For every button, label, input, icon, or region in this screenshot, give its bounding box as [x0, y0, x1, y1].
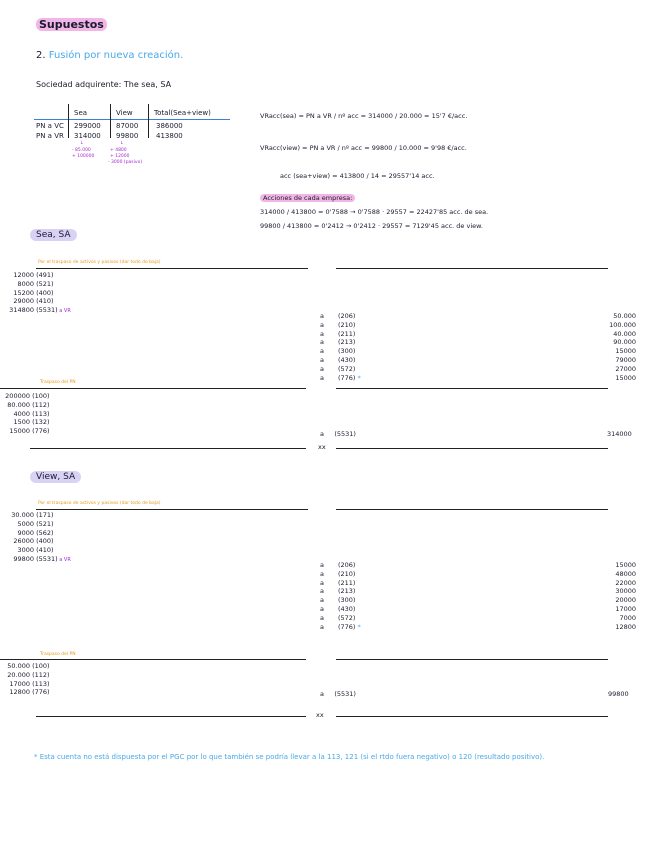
sea-pn-amount: 1500	[13, 418, 30, 427]
sea-credit-amount: 90.000	[613, 338, 636, 347]
view-pn-row	[4, 688, 50, 697]
view-pn-debits	[4, 662, 50, 697]
view-pn-row	[4, 680, 50, 689]
view-note: - 3000 (pasivo)	[108, 160, 143, 165]
table-row-label: PN a VR	[36, 132, 64, 140]
view-credit-account: (776)	[337, 622, 356, 631]
table-cell: 87000	[116, 122, 139, 130]
sea-end-rule-right	[336, 448, 608, 449]
sea-debit-account: (400)	[34, 288, 54, 297]
view-credit-a: a	[320, 561, 324, 569]
sea-pn-amount: 200000	[5, 392, 30, 400]
sea-credit-row	[320, 312, 361, 321]
table-header-total: Total(Sea+view)	[154, 109, 211, 117]
view-credit-account: (213)	[337, 587, 356, 596]
view-debit-amount: 30.000	[11, 511, 34, 519]
view-debit-amount: 99800	[13, 554, 34, 563]
sea-credit-amounts	[560, 312, 636, 382]
sea-rule-right	[336, 268, 608, 269]
sea-title: Sea, SA	[30, 229, 77, 241]
sea-note: - 85.000	[72, 148, 91, 153]
table-header-view: View	[116, 109, 133, 117]
view-credit-row	[320, 561, 361, 570]
view-credit-a: a	[320, 596, 324, 605]
view-credit-a: a	[320, 578, 324, 587]
acciones-sea: 314000 / 413800 = 0'7588 → 0'7588 · 29557 = 22427'85 acc. de sea.	[260, 208, 489, 216]
view-pn-row	[4, 671, 50, 680]
view-pn-row	[4, 662, 50, 671]
view-credit-account: (210)	[337, 569, 356, 578]
view-pn-credit-a: a (5531)	[320, 690, 356, 698]
view-debit-account: (5531)	[34, 554, 58, 563]
sea-debit-amount: 29000	[13, 297, 34, 306]
sea-debit-row	[8, 280, 71, 289]
asterisk-icon: *	[355, 622, 361, 631]
table-divider-2	[110, 104, 111, 138]
view-credit-amount: 30000	[615, 587, 636, 596]
sea-credit-amount: 15000	[615, 347, 636, 356]
table-cell: 299000	[74, 122, 101, 130]
sea-credit-a: a	[320, 338, 324, 347]
sea-credit-account: (776)	[337, 373, 356, 382]
view-credit-a: a	[320, 613, 324, 622]
exercise-number: 2.	[36, 50, 46, 61]
view-debit-account: (521)	[34, 519, 54, 528]
sea-debit-account: (5531)	[34, 306, 58, 315]
view-credit-row	[320, 587, 361, 596]
sea-credit-account: (211)	[337, 329, 356, 338]
view-credit-a: a	[320, 569, 324, 578]
sea-pn-account: (132)	[30, 418, 50, 427]
sea-pn-debits	[4, 392, 50, 436]
sea-debit-account: (410)	[34, 297, 54, 306]
sea-debit-amount: 12000	[13, 271, 34, 279]
view-pn-account: (776)	[30, 688, 50, 697]
sea-credit-row	[320, 356, 361, 365]
view-section2-label: Traspaso del PN	[40, 652, 76, 657]
sea-credit-account: (210)	[337, 320, 356, 329]
view-credit-account: (206)	[337, 561, 356, 569]
view-credit-row	[320, 614, 361, 623]
sea-credit-amount: 100.000	[609, 320, 636, 329]
sea-pn-row	[4, 401, 50, 410]
view-end-rule-right	[336, 716, 608, 717]
sea-end-mark: xx	[318, 443, 326, 451]
sea-credit-amount: 50.000	[613, 312, 636, 320]
sea-pn-credit-amount: 314000	[607, 430, 632, 438]
view-title-wrap	[30, 472, 81, 482]
view-debit-amount: 3000	[17, 546, 34, 555]
view-credit-row	[320, 605, 361, 614]
sea-credit-account: (572)	[337, 364, 356, 373]
view-credit-row	[320, 596, 361, 605]
view-pn-amount: 50.000	[7, 662, 30, 670]
table-divider-1	[68, 104, 69, 138]
company-line: Sociedad adquirente: The sea, SA	[36, 80, 172, 89]
view-pn-amount: 12800	[9, 688, 30, 697]
arrow-down-icon: ↓	[120, 141, 124, 146]
sea-credit-row	[320, 321, 361, 330]
sea-pn-amount: 4000	[13, 409, 30, 418]
sea-credit-row	[320, 347, 361, 356]
view-credit-account: (300)	[337, 596, 356, 605]
view-pn-account: (100)	[30, 662, 50, 670]
sea-pn-row	[4, 427, 50, 436]
view-credit-amount: 20000	[615, 596, 636, 605]
sea-credit-a: a	[320, 373, 324, 382]
view-credit-account: (430)	[337, 604, 356, 613]
view-credit-amount: 22000	[615, 578, 636, 587]
sea-pn-credit-account: (5531)	[334, 430, 356, 438]
view-pn-amount: 20.000	[7, 670, 30, 679]
sea-credit-account: (206)	[337, 312, 356, 320]
sea-pn-account: (100)	[30, 392, 50, 400]
table-header-sea: Sea	[74, 109, 88, 117]
view-title: View, SA	[30, 471, 81, 483]
sea-credit-a: a	[320, 320, 324, 329]
sea-credit-a: a	[320, 364, 324, 373]
view-debit-row	[8, 537, 71, 546]
view-credit-amount: 48000	[615, 569, 636, 578]
view-end-rule-left	[36, 716, 306, 717]
footnote: * Esta cuenta no está dispuesta por el PGC por lo que también se podría llevar a la 113, 121 (si el rtdo fuera negativo) o 120 (resultado positivo).	[34, 753, 545, 761]
view-debit-account: (400)	[34, 537, 54, 546]
view-debit-row	[8, 529, 71, 538]
sea-note: + 100000	[72, 154, 95, 159]
sea-debit-row	[8, 289, 71, 298]
sea-debit-amount: 8000	[17, 279, 34, 288]
sea-pn-account: (112)	[30, 400, 50, 409]
view-credits	[320, 561, 361, 631]
sea-credit-account: (300)	[337, 347, 356, 356]
arrow-down-icon: ↓	[80, 141, 84, 146]
view-debit-account: (171)	[34, 511, 54, 519]
view-note: + 4800	[110, 148, 127, 153]
view-credit-row	[320, 623, 361, 632]
table-row-label: PN a VC	[36, 122, 64, 130]
sea-pn-row	[4, 418, 50, 427]
view-debit-amount: 5000	[17, 519, 34, 528]
view-debit-amount: 26000	[13, 537, 34, 546]
sea-credit-a: a	[320, 347, 324, 356]
view-credit-a: a	[320, 604, 324, 613]
sea-end-rule-left	[30, 448, 306, 449]
view-credit-amounts	[560, 561, 636, 631]
sea-debit-amount: 314800	[9, 306, 34, 315]
sea-credit-a: a	[320, 312, 324, 320]
view-debit-account: (562)	[34, 528, 54, 537]
sea-credit-amount: 40.000	[613, 329, 636, 338]
formula-vr-sea: VRacc(sea) = PN a VR / nº acc = 314000 / 20.000 = 15'7 €/acc.	[260, 112, 468, 120]
exercise-title: Fusión por nueva creación.	[48, 50, 184, 61]
view-credit-row	[320, 570, 361, 579]
view-credit-a: a	[320, 587, 324, 596]
formula-vr-view: VRacc(view) = PN a VR / nº acc = 99800 / 10.000 = 9'98 €/acc.	[260, 144, 467, 152]
view-section1-label: Por el traspaso de activos y pasivos (dar todo de baja)	[38, 501, 161, 506]
asterisk-icon: *	[355, 373, 361, 382]
sea-section2-label: Traspaso del PN	[40, 380, 76, 385]
table-cell: 99800	[116, 132, 139, 140]
view-credit-amount: 7000	[619, 613, 636, 622]
exercise-heading	[36, 50, 183, 61]
sea-credit-row	[320, 374, 361, 383]
formula-acc-total: acc (sea+view) = 413800 / 14 = 29557'14 acc.	[280, 172, 435, 180]
sea-debit-account: (521)	[34, 279, 54, 288]
acciones-title: Acciones de cada empresa:	[260, 194, 355, 202]
sea-credit-account: (213)	[337, 338, 356, 347]
view-rule-right	[336, 509, 608, 510]
view-credit-amount: 17000	[615, 604, 636, 613]
sea-pn-amount: 80.000	[7, 400, 30, 409]
view-debits	[8, 511, 71, 565]
sea-rule-left	[36, 268, 308, 269]
sea-credit-amount: 27000	[615, 364, 636, 373]
header-title: Supuestos	[36, 18, 107, 31]
table-cell: 413800	[156, 132, 183, 140]
view-pn-amount: 17000	[9, 679, 30, 688]
sea-debit-note: a VR	[57, 308, 71, 315]
sea-credits	[320, 312, 361, 382]
view-debit-row	[8, 511, 71, 520]
sea-credit-amount: 79000	[615, 355, 636, 364]
sea-title-wrap	[30, 230, 77, 240]
view-credit-amount: 15000	[615, 561, 636, 569]
table-cell: 386000	[156, 122, 183, 130]
sea-credit-row	[320, 338, 361, 347]
sea-debits	[8, 271, 71, 316]
sea-pn-account: (776)	[30, 427, 50, 436]
view-credit-a: a	[320, 622, 324, 631]
view-credit-amount: 12800	[615, 622, 636, 631]
sea-credit-a: a	[320, 329, 324, 338]
view-debit-row	[8, 546, 71, 555]
sea-credit-row	[320, 330, 361, 339]
view-pn-rule-right	[336, 659, 608, 660]
sea-section1-label: Por el traspaso de activos y pasivos (dar todo de baja)	[38, 260, 161, 265]
sea-pn-rule-left	[0, 388, 306, 389]
acciones-view: 99800 / 413800 = 0'2412 → 0'2412 · 29557 = 7129'45 acc. de view.	[260, 222, 483, 230]
view-debit-row	[8, 520, 71, 529]
view-credit-row	[320, 579, 361, 588]
sea-pn-row	[4, 410, 50, 419]
sea-credit-account: (430)	[337, 355, 356, 364]
sea-pn-row	[4, 392, 50, 401]
view-credit-account: (211)	[337, 578, 356, 587]
sea-pn-credit-a: a (5531)	[320, 430, 356, 438]
table-header-rule	[34, 119, 230, 120]
view-credit-account: (572)	[337, 613, 356, 622]
view-pn-rule-left	[0, 659, 306, 660]
view-note: + 12000	[110, 154, 130, 159]
view-pn-credit-amount: 99800	[608, 690, 629, 698]
view-debit-row	[8, 555, 71, 565]
sea-credit-amount: 15000	[615, 373, 636, 382]
view-pn-account: (112)	[30, 670, 50, 679]
sea-debit-amount: 15200	[13, 288, 34, 297]
sea-debit-row	[8, 297, 71, 306]
view-pn-credit-account: (5531)	[334, 690, 356, 698]
sea-credit-row	[320, 365, 361, 374]
sea-debit-row	[8, 271, 71, 280]
view-debit-note: a VR	[57, 556, 71, 563]
table-divider-3	[148, 104, 149, 138]
acciones-heading	[260, 194, 355, 202]
sea-debit-account: (491)	[34, 271, 54, 279]
view-debit-amount: 9000	[17, 528, 34, 537]
page-header	[36, 18, 107, 31]
view-pn-account: (113)	[30, 679, 50, 688]
sea-debit-row	[8, 306, 71, 316]
view-rule-left	[36, 509, 308, 510]
sea-pn-account: (113)	[30, 409, 50, 418]
sea-pn-amount: 15000	[9, 427, 30, 436]
view-debit-account: (410)	[34, 546, 54, 555]
table-cell: 314000	[74, 132, 101, 140]
sea-credit-a: a	[320, 355, 324, 364]
sea-pn-rule-right	[336, 388, 608, 389]
view-end-mark: xx	[316, 711, 324, 719]
